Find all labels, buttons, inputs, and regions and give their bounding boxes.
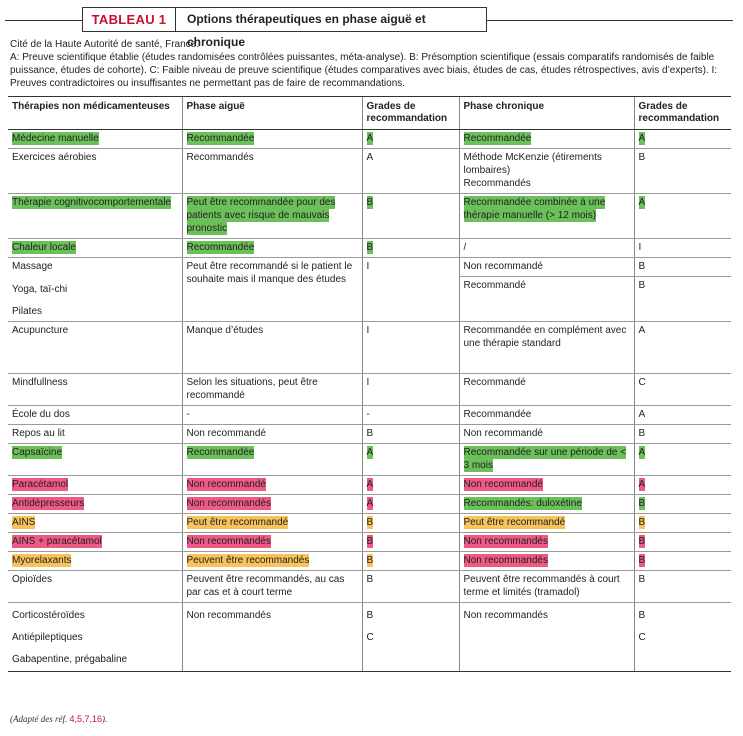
- therapy-cell: Thérapie cognitivocomportementale: [12, 197, 171, 208]
- source-footnote: [10, 714, 107, 724]
- table-row: [8, 513, 731, 532]
- chronic-cell: Non recommandés: [463, 554, 548, 566]
- therapy-cell: Myorelaxants: [12, 554, 72, 566]
- table-row: [8, 258, 731, 277]
- chronic-grade-cell: B: [638, 573, 646, 585]
- acute-grade-cell: B: [366, 573, 374, 585]
- table-row: [8, 149, 731, 194]
- chronic-grade-cell: I: [638, 242, 642, 253]
- col-header-acute-grade: Grades de recommandation: [362, 97, 459, 130]
- acute-cell: Peut être recommandée pour des patients avec risque de mauvais pronostic: [186, 197, 336, 234]
- chronic-cell: Méthode McKenzie (étirements lombaires): [463, 152, 602, 176]
- table-row: [8, 194, 731, 239]
- chronic-cell: Recommandé: [463, 376, 526, 388]
- chronic-grade-cell: B: [638, 535, 646, 547]
- chronic-cell: Recommandée: [463, 133, 532, 144]
- chronic-grade-cell: A: [638, 478, 646, 490]
- acute-cell: Recommandée: [186, 446, 255, 458]
- chronic-cell: Recommandés: duloxétine: [463, 497, 582, 509]
- acute-cell: Non recommandés: [186, 535, 271, 547]
- chronic-grade-cell: A: [638, 133, 646, 144]
- chronic-grade-cell: B: [638, 554, 646, 566]
- therapy-cell: École du dos: [12, 408, 70, 420]
- acute-grade-cell: A: [366, 478, 374, 490]
- acute-cell: Selon les situations, peut être recommandé: [186, 376, 318, 401]
- acute-grade-cell: C: [366, 631, 374, 643]
- acute-cell: Non recommandé: [186, 478, 266, 490]
- chronic-cell: Peut être recommandé: [463, 516, 566, 528]
- chronic-grade-cell: B: [638, 497, 646, 509]
- footnote-text: (Adapté des réf.: [10, 714, 68, 724]
- chronic-grade-cell: A: [638, 408, 646, 420]
- acute-grade-cell: I: [366, 324, 370, 336]
- chronic-cell: Non recommandé: [463, 478, 543, 490]
- footnote-refs[interactable]: 4,5,7,16: [69, 714, 103, 724]
- chronic-cell: Recommandée en complément avec une thérapie standard: [463, 324, 627, 349]
- acute-grade-cell: A: [366, 133, 374, 144]
- therapy-cell: Capsaïcine: [12, 446, 63, 458]
- title-rule-right: [487, 20, 733, 21]
- chronic-grade-cell: B: [638, 609, 646, 621]
- acute-grade-cell: B: [366, 535, 374, 547]
- col-header-chronic-grade: Grades de recommandation: [634, 97, 731, 130]
- chronic-cell: Recommandée sur une période de < 3 mois: [463, 446, 627, 471]
- therapy-cell: Médecine manuelle: [12, 133, 99, 144]
- therapy-cell: Antidépresseurs: [12, 497, 85, 509]
- therapy-cell: AINS + paracétamol: [12, 535, 102, 547]
- table-label: TABLEAU 1: [83, 8, 176, 31]
- therapy-cell: Acupuncture: [12, 324, 69, 336]
- therapy-cell: Chaleur locale: [12, 242, 76, 253]
- table-row: [8, 494, 731, 513]
- therapy-cell: Exercices aérobies: [12, 152, 97, 163]
- acute-cell: Non recommandés: [186, 497, 271, 509]
- acute-grade-cell: -: [366, 408, 370, 420]
- chronic-grade-cell: A: [638, 324, 646, 336]
- table-row: [8, 424, 731, 443]
- table-row: [8, 373, 731, 405]
- chronic-grade-cell: C: [638, 631, 646, 643]
- therapy-cell: Pilates: [12, 305, 43, 317]
- table-row: [8, 532, 731, 551]
- acute-cell: Manque d’études: [186, 324, 264, 336]
- title-rule-left: [5, 20, 82, 21]
- chronic-grade-cell: B: [638, 427, 646, 439]
- intro-text: [10, 38, 730, 90]
- table-title: Options thérapeutiques en phase aiguë et chronique: [187, 12, 426, 49]
- therapy-cell: Corticostéroïdes: [12, 609, 85, 621]
- table-row: [8, 130, 731, 149]
- chronic-cell: Peuvent être recommandés à court terme et limités (tramadol): [463, 573, 620, 598]
- chronic-cell: Non recommandé: [463, 427, 543, 439]
- chronic-cell: /: [463, 242, 467, 253]
- col-header-therapy: Thérapies non médicamenteuses: [8, 97, 182, 130]
- table-row: [8, 602, 731, 625]
- therapy-cell: Yoga, taï-chi: [12, 283, 68, 295]
- acute-grade-cell: A: [366, 446, 374, 458]
- therapy-cell: Massage: [12, 261, 53, 272]
- table-row: [8, 321, 731, 373]
- col-header-chronic: Phase chronique: [459, 97, 634, 130]
- chronic-grade-cell: C: [638, 376, 646, 388]
- acute-grade-cell: A: [366, 497, 374, 509]
- therapy-cell: Repos au lit: [12, 427, 65, 439]
- acute-cell: Recommandée: [186, 133, 255, 144]
- therapy-cell: Paracétamol: [12, 478, 69, 490]
- chronic-grade-cell: B: [638, 280, 646, 291]
- acute-cell: -: [186, 408, 190, 420]
- chronic-grade-cell: B: [638, 261, 646, 272]
- acute-cell: Peut être recommandé: [186, 516, 289, 528]
- col-header-acute: Phase aiguë: [182, 97, 362, 130]
- acute-grade-cell: I: [366, 376, 370, 388]
- therapy-cell: AINS: [12, 516, 36, 528]
- chronic-cell-note: Recommandés: [463, 178, 531, 189]
- therapy-table: [8, 96, 731, 672]
- acute-cell: Non recommandés: [186, 609, 271, 621]
- therapy-cell: Antiépileptiques: [12, 631, 83, 643]
- intro-source: Cité de la Haute Autorité de santé, France.: [10, 39, 199, 50]
- table-row: [8, 405, 731, 424]
- chronic-cell: Non recommandé: [463, 261, 543, 272]
- table-row: [8, 443, 731, 475]
- therapy-cell: Gabapentine, prégabaline: [12, 653, 128, 665]
- chronic-grade-cell: B: [638, 152, 646, 163]
- chronic-grade-cell: A: [638, 197, 646, 208]
- chronic-cell: Recommandé: [463, 280, 526, 291]
- acute-grade-cell: A: [366, 152, 374, 163]
- chronic-cell: Recommandée: [463, 408, 532, 420]
- table-row: [8, 475, 731, 494]
- acute-cell: Peuvent être recommandés, au cas par cas et à court terme: [186, 573, 345, 598]
- acute-grade-cell: I: [366, 261, 370, 272]
- acute-cell: Peuvent être recommandés: [186, 554, 310, 566]
- acute-cell: Peut être recommandé si le patient le souhaite mais il manque des études: [186, 261, 353, 285]
- acute-cell: Recommandés: [186, 152, 254, 163]
- acute-grade-cell: B: [366, 516, 374, 528]
- acute-grade-cell: B: [366, 554, 374, 566]
- acute-grade-cell: B: [366, 242, 374, 253]
- acute-cell: Non recommandé: [186, 427, 266, 439]
- acute-grade-cell: B: [366, 427, 374, 439]
- table-row: [8, 239, 731, 258]
- table-row: [8, 551, 731, 570]
- therapy-cell: Opioïdes: [12, 573, 53, 585]
- intro-grades-legend: A: Preuve scientifique établie (études randomisées contrôlées puissantes, méta-analyse). B: Présomption scientifique (essais comparatifs randomisés de faible puissance, études de cohorte). C: Faible niveau de preuve scientifique (études comparatives avec biais, études de cas, études rétrospectives, avis d’experts). I: Preuves contradictoires ou insuffisantes ne permettant pas de faire de recommandations.: [10, 52, 718, 89]
- footnote-end: ).: [102, 714, 108, 724]
- acute-grade-cell: B: [366, 197, 374, 208]
- chronic-grade-cell: B: [638, 516, 646, 528]
- table-row: [8, 570, 731, 602]
- chronic-grade-cell: A: [638, 446, 646, 458]
- chronic-cell: Non recommandés: [463, 609, 548, 621]
- acute-cell: Recommandée: [186, 242, 255, 253]
- chronic-cell: Non recommandés: [463, 535, 548, 547]
- acute-grade-cell: B: [366, 609, 374, 621]
- table-header-row: [8, 97, 731, 130]
- therapy-cell: Mindfullness: [12, 376, 68, 388]
- chronic-cell: Recommandée combinée à une thérapie manuelle (> 12 mois): [463, 197, 606, 221]
